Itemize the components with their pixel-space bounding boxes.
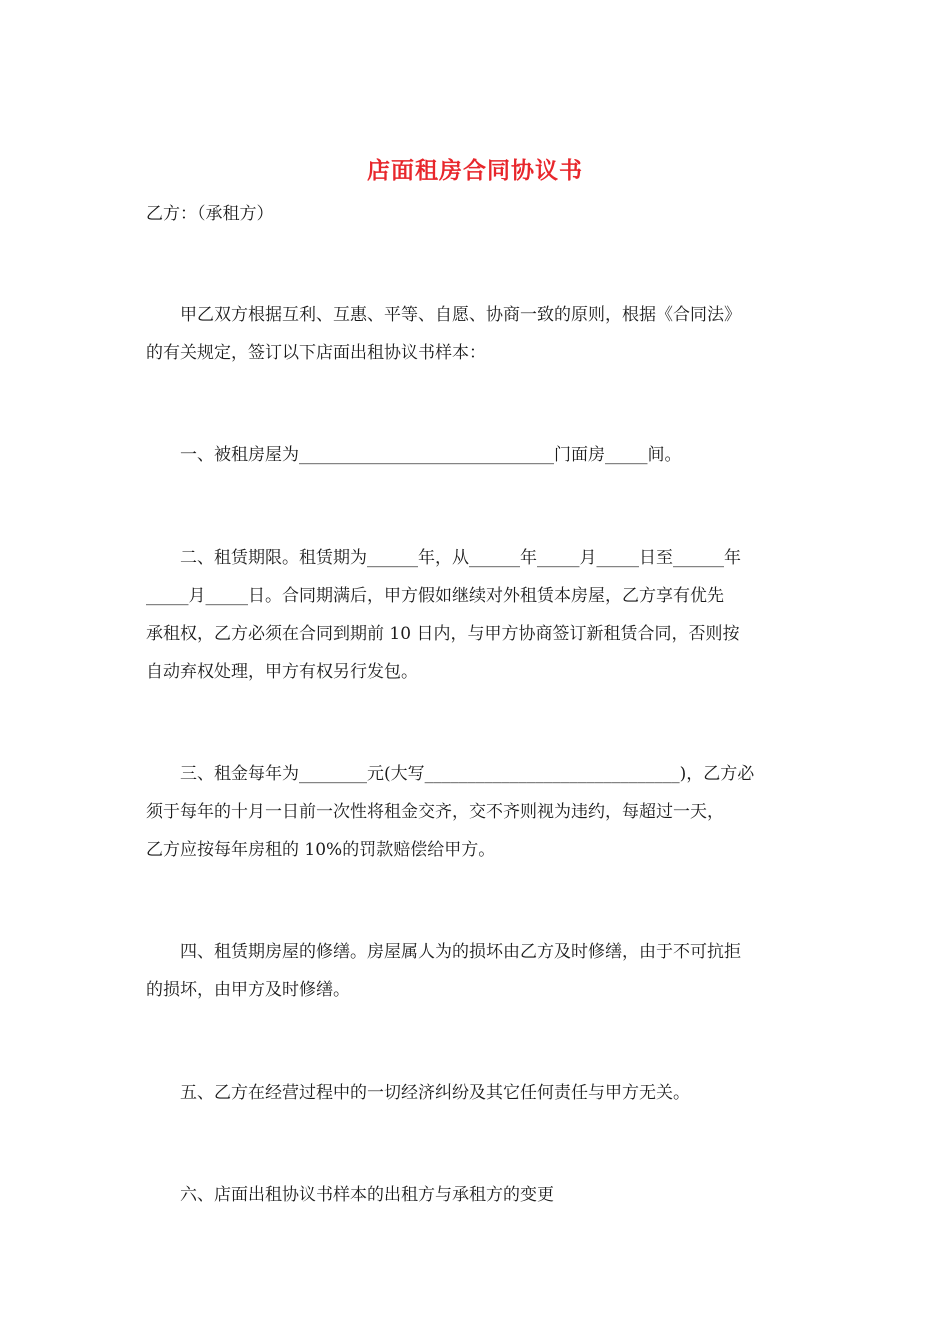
clause-1-line-1: 一、被租房屋为______________________________门面房_____间。	[180, 445, 682, 465]
intro-line-1: 甲乙双方根据互利、互惠、平等、自愿、协商一致的原则，根据《合同法》	[180, 305, 741, 325]
clause-3-line-1: 三、租金每年为________元(大写______________________________)，乙方必	[180, 764, 755, 784]
clause-4	[146, 933, 806, 1009]
clause-5	[146, 1074, 806, 1112]
clause-6	[146, 1176, 806, 1214]
clause-4-line-1: 四、租赁期房屋的修缮。房屋属人为的损坏由乙方及时修缮，由于不可抗拒	[180, 942, 741, 962]
clause-2	[146, 539, 806, 691]
clause-2-line-2: _____月_____日。合同期满后，甲方假如继续对外租赁本房屋，乙方享有优先	[146, 586, 724, 606]
clause-4-line-2: 的损坏，由甲方及时修缮。	[146, 980, 350, 1000]
intro-paragraph	[146, 296, 806, 372]
clause-6-line-1: 六、店面出租协议书样本的出租方与承租方的变更	[180, 1185, 554, 1205]
party-b-line: 乙方：（承租方）	[146, 204, 274, 224]
document-title: 店面租房合同协议书	[367, 157, 583, 184]
clause-3	[146, 755, 806, 869]
clause-2-line-1: 二、租赁期限。租赁期为______年，从______年_____月_____日至______年	[180, 548, 741, 568]
clause-2-line-3: 承租权，乙方必须在合同到期前 10 日内，与甲方协商签订新租赁合同，否则按	[146, 624, 740, 644]
clause-5-line-1: 五、乙方在经营过程中的一切经济纠纷及其它任何责任与甲方无关。	[180, 1083, 690, 1103]
clause-3-line-3: 乙方应按每年房租的 10%的罚款赔偿给甲方。	[146, 840, 496, 860]
clause-2-line-4: 自动弃权处理，甲方有权另行发包。	[146, 662, 418, 682]
clause-1	[146, 436, 806, 474]
clause-3-line-2: 须于每年的十月一日前一次性将租金交齐，交不齐则视为违约，每超过一天，	[146, 802, 724, 822]
intro-line-2: 的有关规定，签订以下店面出租协议书样本：	[146, 343, 486, 363]
